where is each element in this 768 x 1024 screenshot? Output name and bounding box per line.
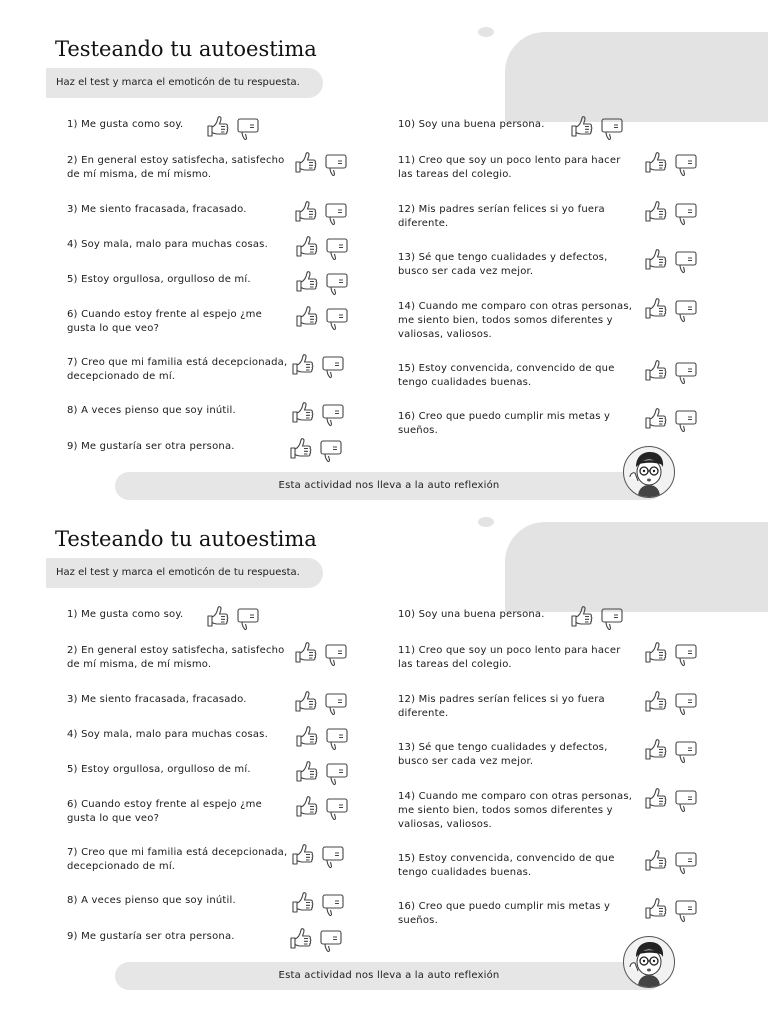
question-item [67,693,289,707]
question-number: 5) [67,274,78,285]
footer-banner: Esta actividad nos lleva a la auto reflexión [115,472,663,500]
question-number: 8) [67,405,78,416]
thumbs-down-icon[interactable] [599,116,625,142]
question-number: 2) [67,155,78,166]
thumbs-up-icon[interactable] [643,737,669,763]
thumbs-up-icon[interactable] [643,896,669,922]
thumbs-up-icon[interactable] [643,358,669,384]
thumbs-up-icon[interactable] [643,406,669,432]
thumbs-up-icon[interactable] [293,689,319,715]
question-text: Me siento fracasada, fracasado. [81,694,247,705]
answer-icons [294,269,354,297]
question-number: 15) [398,853,416,864]
answer-icons [290,400,350,428]
answer-icons [643,896,703,924]
page-title: Testeando tu autoestima [55,37,317,61]
question-text: Estoy convencida, convencido de que tengo cualidades buenas. [398,853,615,878]
question-number: 13) [398,252,416,263]
question-text: Creo que soy un poco lento para hacer las tareas del colegio. [398,645,621,670]
question-text: Me gusta como soy. [81,609,184,620]
question-item [67,154,289,182]
question-text: Mis padres serían felices si yo fuera diferente. [398,694,605,719]
question-number: 11) [398,155,416,166]
answer-icons [643,406,703,434]
answer-icons [293,689,353,717]
thumbs-up-icon[interactable] [290,352,316,378]
thumbs-down-icon[interactable] [235,116,261,142]
thumbs-up-icon[interactable] [643,786,669,812]
question-number: 16) [398,411,416,422]
question-text: Me siento fracasada, fracasado. [81,204,247,215]
question-text: Me gustaría ser otra persona. [81,931,235,942]
question-number: 9) [67,441,78,452]
answer-icons [293,150,353,178]
thumbs-up-icon[interactable] [643,296,669,322]
answer-icons [205,114,265,142]
thumbs-down-icon[interactable] [673,249,699,275]
thumbs-down-icon[interactable] [320,354,346,380]
question-number: 14) [398,301,416,312]
instruction-banner: Haz el test y marca el emoticón de tu respuesta. [46,558,323,588]
question-item [398,644,638,672]
footer-banner: Esta actividad nos lleva a la auto reflexión [115,962,663,990]
question-item [67,846,289,874]
question-number: 11) [398,645,416,656]
question-item [398,693,638,721]
boy-with-glasses-icon [623,936,675,988]
question-item [398,300,638,342]
answer-icons [643,199,703,227]
decorative-dot [478,27,494,37]
question-text: Sé que tengo cualidades y defectos, busco ser cada vez mejor. [398,742,608,767]
thumbs-down-icon[interactable] [673,739,699,765]
thumbs-down-icon[interactable] [324,726,350,752]
question-text: Creo que mi familia está decepcionada, decepcionado de mí. [67,357,288,382]
thumbs-up-icon[interactable] [290,890,316,916]
thumbs-down-icon[interactable] [324,796,350,822]
thumbs-up-icon[interactable] [294,269,320,295]
question-item [67,930,289,944]
question-number: 14) [398,791,416,802]
decorative-banner [505,32,768,122]
question-text: Soy una buena persona. [418,609,545,620]
answer-icons [643,786,703,814]
thumbs-up-icon[interactable] [294,234,320,260]
thumbs-down-icon[interactable] [673,642,699,668]
question-text: Creo que mi familia está decepcionada, decepcionado de mí. [67,847,288,872]
question-text: Sé que tengo cualidades y defectos, busco ser cada vez mejor. [398,252,608,277]
question-item [67,644,289,672]
thumbs-down-icon[interactable] [320,844,346,870]
thumbs-down-icon[interactable] [324,271,350,297]
thumbs-up-icon[interactable] [294,304,320,330]
question-item [398,154,638,182]
thumbs-up-icon[interactable] [288,436,314,462]
question-text: Estoy orgullosa, orgulloso de mí. [81,274,251,285]
decorative-banner [505,522,768,612]
thumbs-down-icon[interactable] [673,152,699,178]
question-number: 2) [67,645,78,656]
question-item [398,852,638,880]
answer-icons [205,604,265,632]
question-item [67,273,289,287]
question-item [67,798,289,826]
question-text: Soy mala, malo para muchas cosas. [81,239,268,250]
thumbs-up-icon[interactable] [293,150,319,176]
question-text: Creo que puedo cumplir mis metas y sueños. [398,411,611,436]
thumbs-down-icon[interactable] [673,898,699,924]
question-number: 12) [398,204,416,215]
thumbs-down-icon[interactable] [323,201,349,227]
question-number: 16) [398,901,416,912]
thumbs-up-icon[interactable] [643,640,669,666]
answer-icons [294,234,354,262]
question-item [67,728,289,742]
thumbs-down-icon[interactable] [318,928,344,954]
thumbs-up-icon[interactable] [643,689,669,715]
question-item [67,203,289,217]
thumbs-down-icon[interactable] [673,691,699,717]
thumbs-up-icon[interactable] [294,794,320,820]
answer-icons [293,199,353,227]
thumbs-down-icon[interactable] [673,298,699,324]
answer-icons [643,848,703,876]
question-number: 7) [67,357,78,368]
question-item [398,790,638,832]
answer-icons [290,352,350,380]
question-item [67,763,289,777]
answer-icons [294,304,354,332]
answer-icons [288,926,348,954]
answer-icons [643,689,703,717]
question-item [67,440,289,454]
question-text: Cuando estoy frente al espejo ¿me gusta lo que veo? [67,309,262,334]
instruction-banner: Haz el test y marca el emoticón de tu respuesta. [46,68,323,98]
thumbs-down-icon[interactable] [673,201,699,227]
thumbs-down-icon[interactable] [599,606,625,632]
question-item [398,362,638,390]
thumbs-up-icon[interactable] [293,640,319,666]
thumbs-up-icon[interactable] [288,926,314,952]
thumbs-up-icon[interactable] [294,759,320,785]
question-item [67,356,289,384]
thumbs-down-icon[interactable] [324,236,350,262]
answer-icons [293,640,353,668]
question-number: 15) [398,363,416,374]
question-item [67,894,289,908]
answer-icons [569,114,629,142]
question-text: Creo que soy un poco lento para hacer las tareas del colegio. [398,155,621,180]
question-number: 8) [67,895,78,906]
answer-icons [290,890,350,918]
question-number: 9) [67,931,78,942]
question-number: 6) [67,799,78,810]
thumbs-down-icon[interactable] [320,892,346,918]
thumbs-up-icon[interactable] [643,247,669,273]
question-number: 10) [398,609,416,620]
thumbs-up-icon[interactable] [205,114,231,140]
question-number: 13) [398,742,416,753]
answer-icons [290,842,350,870]
question-item [398,251,638,279]
thumbs-down-icon[interactable] [673,408,699,434]
question-item [398,741,638,769]
question-text: Estoy convencida, convencido de que tengo cualidades buenas. [398,363,615,388]
thumbs-down-icon[interactable] [673,788,699,814]
thumbs-up-icon[interactable] [643,848,669,874]
question-item [398,203,638,231]
question-number: 1) [67,609,78,620]
question-item [67,238,289,252]
question-text: En general estoy satisfecha, satisfecho de mí misma, de mí mismo. [67,155,285,180]
question-number: 3) [67,694,78,705]
question-text: Cuando me comparo con otras personas, me siento bien, todos somos diferentes y valiosas, valiosos. [398,301,633,340]
answer-icons [643,358,703,386]
thumbs-up-icon[interactable] [294,724,320,750]
thumbs-down-icon[interactable] [324,761,350,787]
answer-icons [569,604,629,632]
question-item [67,404,289,418]
question-text: Me gusta como soy. [81,119,184,130]
thumbs-down-icon[interactable] [320,402,346,428]
question-number: 7) [67,847,78,858]
thumbs-down-icon[interactable] [318,438,344,464]
thumbs-down-icon[interactable] [323,152,349,178]
thumbs-up-icon[interactable] [643,150,669,176]
thumbs-up-icon[interactable] [569,114,595,140]
question-number: 12) [398,694,416,705]
question-text: Estoy orgullosa, orgulloso de mí. [81,764,251,775]
worksheet-2 [0,490,768,990]
thumbs-down-icon[interactable] [323,691,349,717]
thumbs-down-icon[interactable] [323,642,349,668]
answer-icons [643,737,703,765]
question-text: Mis padres serían felices si yo fuera diferente. [398,204,605,229]
question-number: 1) [67,119,78,130]
question-text: Me gustaría ser otra persona. [81,441,235,452]
question-text: Soy mala, malo para muchas cosas. [81,729,268,740]
question-item [67,308,289,336]
thumbs-down-icon[interactable] [673,360,699,386]
answer-icons [643,296,703,324]
thumbs-down-icon[interactable] [673,850,699,876]
thumbs-down-icon[interactable] [324,306,350,332]
question-text: A veces pienso que soy inútil. [81,405,236,416]
question-number: 4) [67,729,78,740]
question-text: Soy una buena persona. [418,119,545,130]
page-title: Testeando tu autoestima [55,527,317,551]
question-item [398,900,638,928]
question-text: Creo que puedo cumplir mis metas y sueños. [398,901,611,926]
answer-icons [294,724,354,752]
question-number: 4) [67,239,78,250]
thumbs-up-icon[interactable] [569,604,595,630]
question-text: En general estoy satisfecha, satisfecho de mí misma, de mí mismo. [67,645,285,670]
worksheet-1 [0,0,768,500]
question-number: 10) [398,119,416,130]
answer-icons [643,150,703,178]
thumbs-up-icon[interactable] [290,400,316,426]
answer-icons [288,436,348,464]
question-number: 6) [67,309,78,320]
answer-icons [294,794,354,822]
thumbs-up-icon[interactable] [293,199,319,225]
question-item [398,410,638,438]
question-number: 5) [67,764,78,775]
answer-icons [643,247,703,275]
answer-icons [294,759,354,787]
thumbs-down-icon[interactable] [235,606,261,632]
thumbs-up-icon[interactable] [205,604,231,630]
answer-icons [643,640,703,668]
question-text: Cuando estoy frente al espejo ¿me gusta lo que veo? [67,799,262,824]
question-number: 3) [67,204,78,215]
question-text: Cuando me comparo con otras personas, me siento bien, todos somos diferentes y valiosas, valiosos. [398,791,633,830]
thumbs-up-icon[interactable] [643,199,669,225]
thumbs-up-icon[interactable] [290,842,316,868]
question-text: A veces pienso que soy inútil. [81,895,236,906]
decorative-dot [478,517,494,527]
